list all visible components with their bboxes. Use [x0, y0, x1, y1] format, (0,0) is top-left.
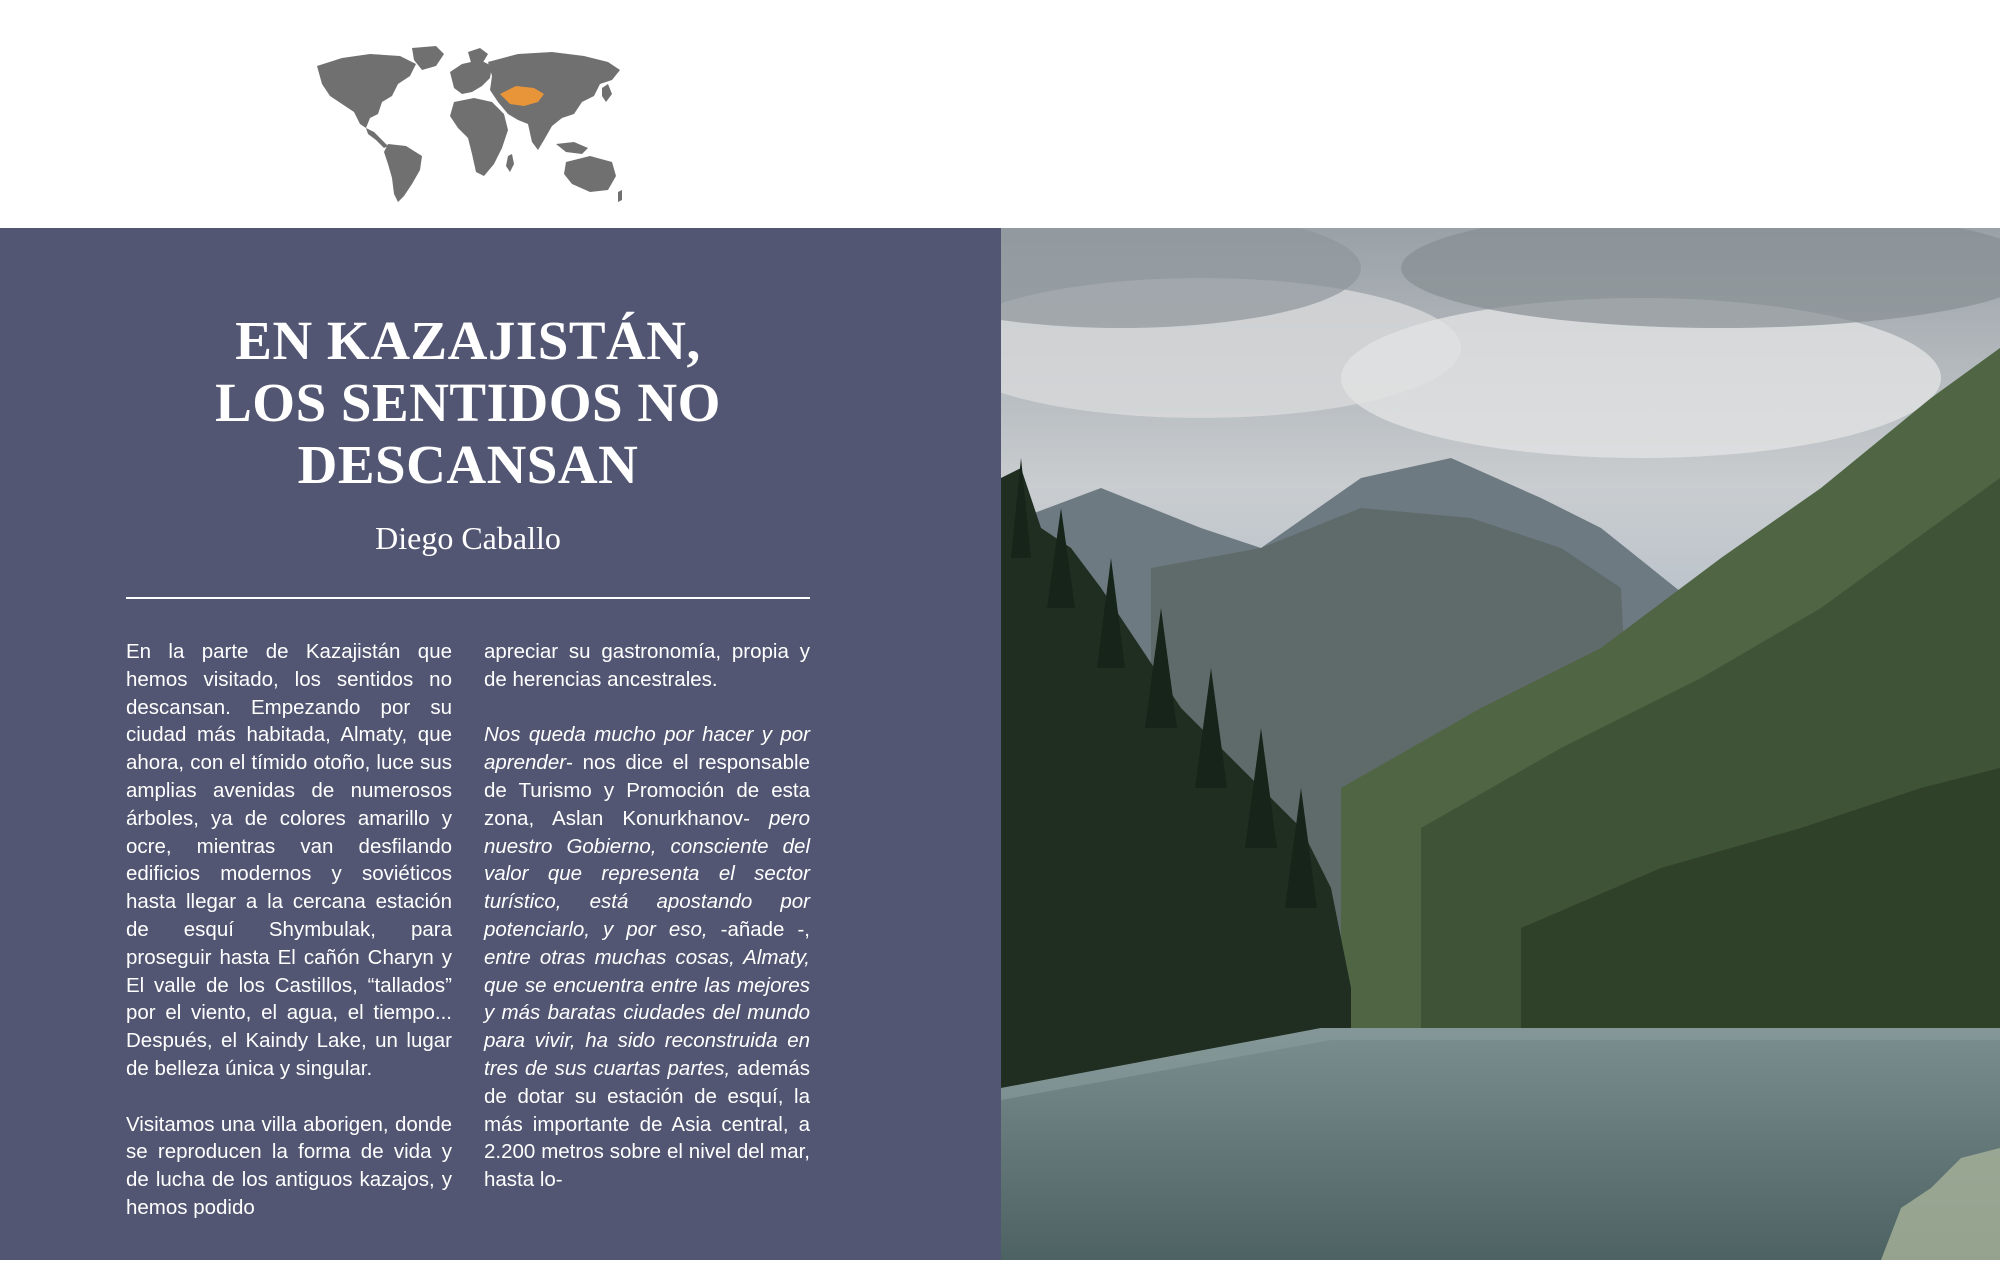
world-map-icon: [312, 44, 624, 204]
article-column-right: [484, 638, 810, 1222]
article-column-left: [126, 638, 452, 1250]
title-divider: [126, 597, 810, 599]
paragraph-village: Visitamos una villa aborigen, donde se reproducen la forma de vida y de lucha de los antiguos kazajos, y hemos podido: [126, 1112, 452, 1219]
page-footer-band: [0, 1260, 2000, 1284]
paragraph-gastronomy: apreciar su gastronomía, propia y de herencias ancestrales.: [484, 640, 810, 691]
title-line-3: DESCANSAN: [297, 434, 639, 495]
article-title: [126, 310, 810, 496]
quote-italic-3: entre otras muchas cosas, Almaty, que se encuentra entre las mejores y más baratas ciudades del mundo para vivir, ha sido reconstruida en tres de sus cuartas partes,: [484, 945, 810, 1080]
title-line-1: EN KAZAJISTÁN,: [235, 310, 701, 371]
quote-roman-2: -añade -,: [707, 917, 810, 941]
quote-italic-1: Nos queda mucho por hacer y por aprender: [484, 723, 810, 775]
photo-illustration: [1001, 228, 2000, 1260]
paragraph-quote: [484, 721, 810, 1194]
mountain-lake-photo: [1001, 228, 2000, 1260]
quote-roman-3: además de dotar su estación de esquí, la más importante de Asia central, a 2.200 metros sobre el nivel del mar, hasta lo-: [484, 1056, 810, 1192]
article-author: Diego Caballo: [375, 520, 561, 556]
paragraph-intro: En la parte de Kazajistán que hemos visitado, los sentidos no descansan. Empezando por su ciudad más habitada, Almaty, que ahora, con el tímido otoño, luce sus amplias avenidas de numerosos árboles, ya de colores amarillo y ocre, mientras van desfilando edificios modernos y soviéticos hasta llegar a la cercana estación de esquí Shymbulak, para proseguir hasta El cañón Charyn y El valle de los Castillos, “tallados” por el viento, el agua, el tiempo... Después, el Kaindy Lake, un lugar de belleza única y singular.: [126, 640, 452, 1080]
page-header-band: [0, 0, 2000, 228]
title-line-2: LOS SENTIDOS NO: [215, 372, 721, 433]
quote-italic-2: pero nuestro Gobierno, consciente del valor que representa el sector turístico, está apostando por potenciarlo, y por eso,: [484, 806, 810, 941]
quote-roman-1: - nos dice el responsable de Turismo y Promoción de esta zona, Aslan Konurkhanov-: [484, 751, 810, 830]
